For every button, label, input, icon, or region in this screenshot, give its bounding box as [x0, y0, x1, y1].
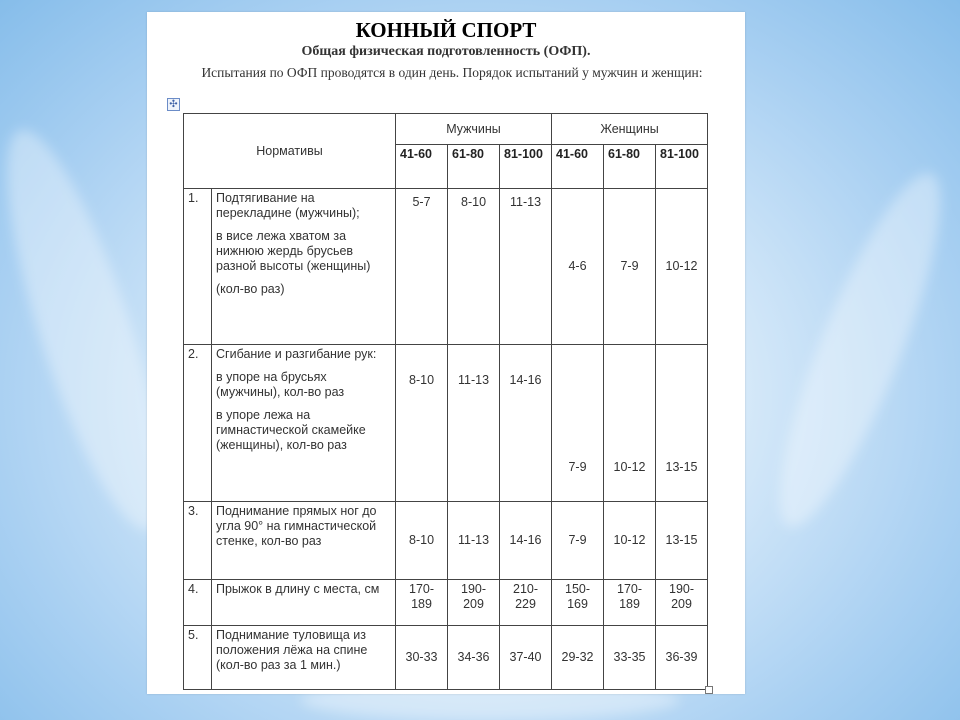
women-value: 10-12: [604, 345, 656, 502]
men-value: 190-209: [448, 580, 500, 626]
table-row: [184, 626, 708, 690]
women-value: 4-6: [552, 189, 604, 345]
women-value: 29-32: [552, 626, 604, 690]
women-header: Женщины: [552, 114, 708, 145]
table-row: [184, 189, 708, 345]
exercise-line: (кол-во раз): [216, 282, 285, 296]
exercise-line: Поднимание прямых ног до угла 90° на гимнастической стенке, кол-во раз: [216, 504, 377, 548]
page-subtitle: Общая физическая подготовленность (ОФП).: [301, 44, 591, 59]
row-number: 3.: [184, 502, 212, 580]
men-age-range: 61-80: [448, 145, 500, 189]
women-value: 13-15: [656, 502, 708, 580]
men-value: 5-7: [396, 189, 448, 345]
row-number: 1.: [184, 189, 212, 345]
women-value: 150-169: [552, 580, 604, 626]
women-value: 7-9: [552, 502, 604, 580]
exercise-line: в висе лежа хватом за нижнюю жердь брусьев разной высоты (женщины): [216, 229, 371, 273]
table-row: [184, 345, 708, 502]
normatives-header: Нормативы: [184, 114, 396, 189]
move-anchor-icon[interactable]: ✣: [167, 98, 180, 111]
document-page: [147, 12, 745, 694]
exercise-description: [212, 345, 396, 502]
men-age-range: 81-100: [500, 145, 552, 189]
women-value: 7-9: [552, 345, 604, 502]
women-age-range: 81-100: [656, 145, 708, 189]
row-number: 4.: [184, 580, 212, 626]
table-row: [184, 580, 708, 626]
men-value: 14-16: [500, 502, 552, 580]
men-value: 170-189: [396, 580, 448, 626]
women-value: 10-12: [604, 502, 656, 580]
men-value: 8-10: [396, 345, 448, 502]
intro-text: Испытания по ОФП проводятся в один день. Порядок испытаний у мужчин и женщин:: [201, 65, 703, 80]
men-value: 14-16: [500, 345, 552, 502]
exercise-line: Подтягивание на перекладине (мужчины);: [216, 191, 360, 220]
exercise-description: [212, 626, 396, 690]
women-age-range: 41-60: [552, 145, 604, 189]
women-value: 33-35: [604, 626, 656, 690]
women-value: 190-209: [656, 580, 708, 626]
exercise-line: в упоре лежа на гимнастической скамейке (женщины), кол-во раз: [216, 408, 366, 452]
exercise-line: Прыжок в длину с места, см: [216, 582, 380, 596]
men-value: 37-40: [500, 626, 552, 690]
background-streak: [752, 159, 960, 541]
table-row: [184, 502, 708, 580]
women-value: 7-9: [604, 189, 656, 345]
women-value: 10-12: [656, 189, 708, 345]
men-value: 8-10: [396, 502, 448, 580]
exercise-description: [212, 189, 396, 345]
men-value: 8-10: [448, 189, 500, 345]
row-number: 2.: [184, 345, 212, 502]
exercise-line: Поднимание туловища из положения лёжа на спине (кол-во раз за 1 мин.): [216, 628, 368, 672]
men-value: 34-36: [448, 626, 500, 690]
group-header-row: [184, 114, 708, 145]
women-age-range: 61-80: [604, 145, 656, 189]
exercise-description: [212, 580, 396, 626]
exercise-line: в упоре на брусьях (мужчины), кол-во раз: [216, 370, 345, 399]
men-value: 11-13: [448, 502, 500, 580]
women-value: 170-189: [604, 580, 656, 626]
men-value: 11-13: [500, 189, 552, 345]
exercise-line: Сгибание и разгибание рук:: [216, 347, 377, 361]
page-title: КОННЫЙ СПОРТ: [355, 18, 537, 42]
exercise-description: [212, 502, 396, 580]
norms-table: [183, 113, 708, 690]
women-value: 36-39: [656, 626, 708, 690]
row-number: 5.: [184, 626, 212, 690]
resize-handle[interactable]: [705, 686, 713, 694]
men-value: 11-13: [448, 345, 500, 502]
women-value: 13-15: [656, 345, 708, 502]
men-value: 30-33: [396, 626, 448, 690]
men-header: Мужчины: [396, 114, 552, 145]
men-value: 210-229: [500, 580, 552, 626]
men-age-range: 41-60: [396, 145, 448, 189]
